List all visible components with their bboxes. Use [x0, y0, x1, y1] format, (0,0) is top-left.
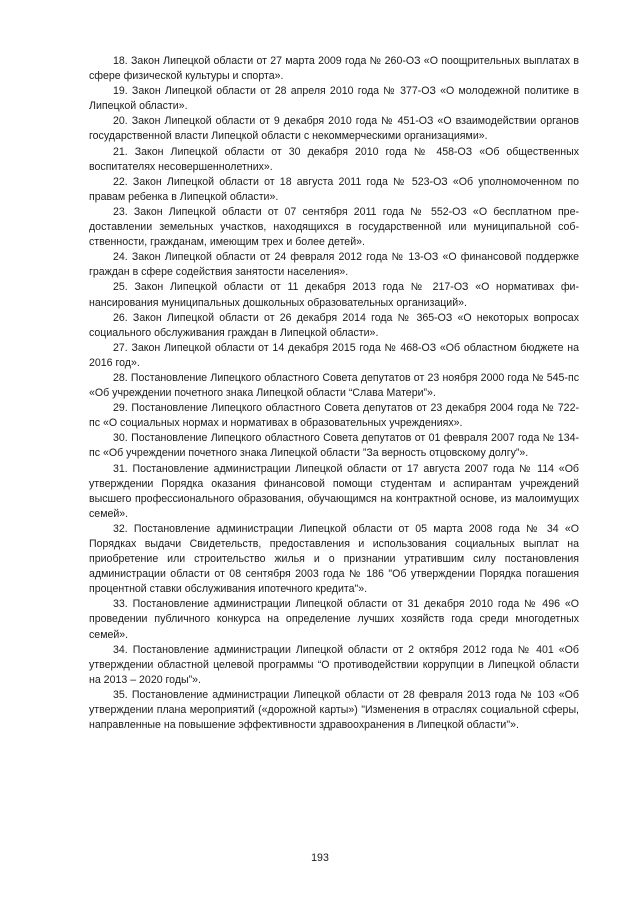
list-item: 23. Закон Липецкой области от 07 сентября 2011 года № 552-ОЗ «О бесплатном предоставлении земельных участков, находящихся в государственной или муниципальной собственности, гражданам, имеющим трех и более детей». [89, 205, 579, 249]
list-item: 31. Постановление администрации Липецкой области от 17 августа 2007 года № 114 «Об утверждении Порядка оказания финансовой помощи студентам и аспирантам учреждений высшего профессионального образования, обучающимся на контрактной основе, из малоимущих семей». [89, 462, 579, 520]
list-item: 18. Закон Липецкой области от 27 марта 2009 года № 260-ОЗ «О поощрительных выплатах в сфере физической культуры и спорта». [89, 55, 579, 83]
list-item: 32. Постановление администрации Липецкой области от 05 марта 2008 года № 34 «О Порядках выдачи Свидетельств, предоставления и использования социальных выплат на приобретение или строительство жилья и о признании утратившим силу постановления администрации области от 08 сентября 2003 года № 186 "Об утверждении Порядка погашения процентной ставки обслуживания ипотечного кредита"». [89, 522, 579, 596]
list-item: 35. Постановление администрации Липецкой области от 28 февраля 2013 года № 103 «Об утверждении плана мероприятий («дорожной карты») "Изменения в отраслях социальной сферы, направленные на повышение эффективности здравоохранения в Липецкой области"». [89, 688, 579, 732]
list-item: 26. Закон Липецкой области от 26 декабря 2014 года № 365-ОЗ «О некоторых вопросах социального обслуживания граждан в Липецкой области». [89, 311, 579, 339]
list-item: 34. Постановление администрации Липецкой области от 2 октября 2012 года № 401 «Об утверждении областной целевой программы “О противодействии коррупции в Липецкой области на 2013 – 2020 годы”». [89, 643, 579, 686]
list-item: 20. Закон Липецкой области от 9 декабря 2010 года № 451-ОЗ «О взаимодействии органов государственной власти Липецкой области с некоммерческими организациями». [89, 115, 579, 143]
list-item: 33. Постановление администрации Липецкой области от 31 декабря 2010 года № 496 «О проведении публичного конкурса на определение лучших хозяйств года среди многодетных семей». [89, 598, 579, 641]
page-number: 193 [311, 852, 329, 864]
list-item: 28. Постановление Липецкого областного Совета депутатов от 23 ноября 2000 года № 545-пс «Об учреждении почетного знака Липецкой области “Слава Матери”». [89, 371, 579, 400]
list-item: 21. Закон Липецкой области от 30 декабря 2010 года № 458-ОЗ «Об общественных воспитателях несовершеннолетних». [89, 145, 579, 173]
list-item: 29. Постановление Липецкого областного Совета депутатов от 23 декабря 2004 года № 722-пс «О социальных нормах и нормативах в образовательных учреждениях». [89, 402, 579, 430]
document-body [89, 54, 579, 733]
list-item: 30. Постановление Липецкого областного Совета депутатов от 01 февраля 2007 года № 134-пс «Об учреждении почетного знака Липецкой области ”За верность отцовскому долгу”». [89, 432, 579, 460]
list-item: 24. Закон Липецкой области от 24 февраля 2012 года № 13-ОЗ «О финансовой поддержке граждан в сфере содействия занятости населения». [89, 251, 579, 279]
list-item: 22. Закон Липецкой области от 18 августа 2011 года № 523-ОЗ «Об уполномоченном по правам ребенка в Липецкой области». [89, 175, 579, 203]
list-item: 27. Закон Липецкой области от 14 декабря 2015 года № 468-ОЗ «Об областном бюджете на 2016 год». [89, 341, 579, 369]
list-item: 25. Закон Липецкой области от 11 декабря 2013 года № 217-ОЗ «О нормативах финансирования муниципальных дошкольных образовательных организаций». [89, 281, 579, 309]
list-item: 19. Закон Липецкой области от 28 апреля 2010 года № 377-ОЗ «О молодежной политике в Липецкой области». [89, 85, 579, 113]
